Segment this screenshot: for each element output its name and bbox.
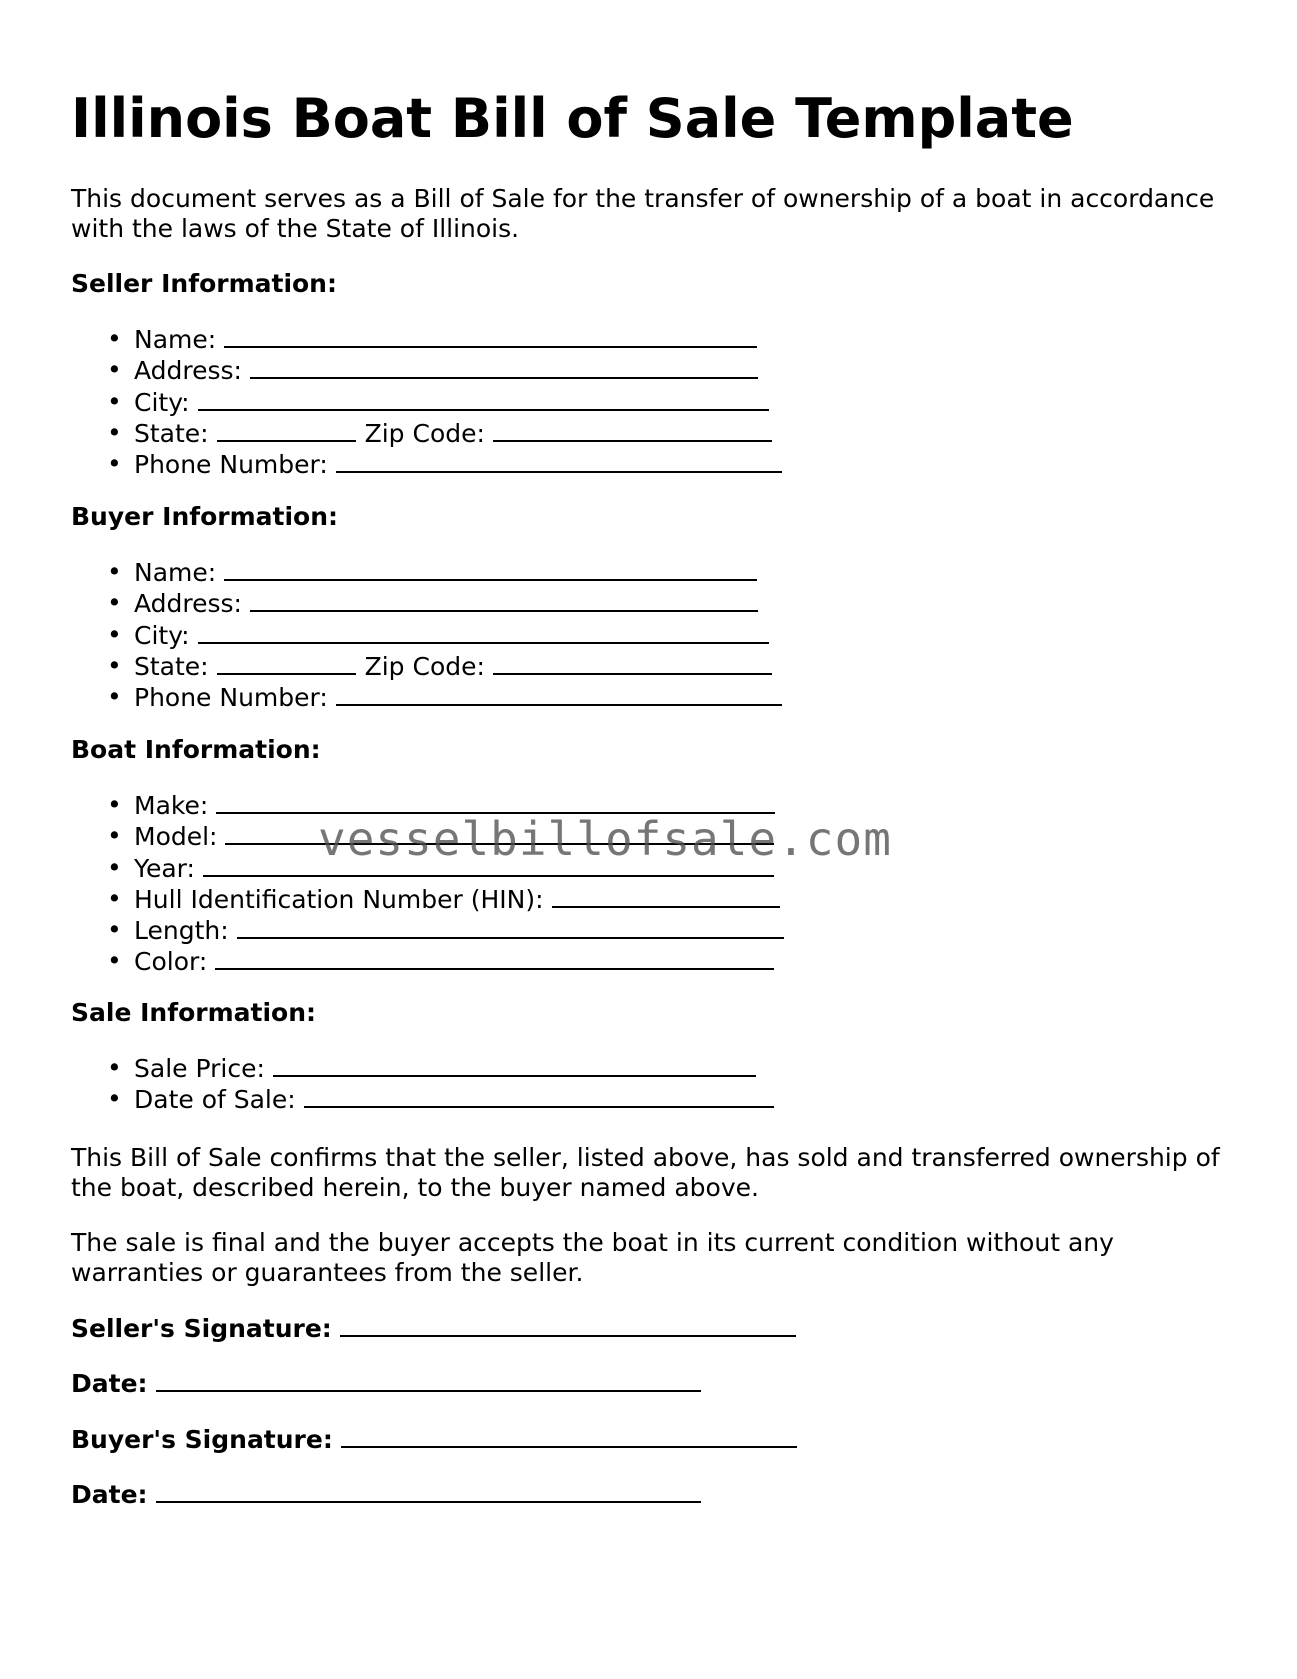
- blank-line[interactable]: [237, 915, 784, 939]
- blank-line[interactable]: [224, 557, 757, 581]
- blank-line[interactable]: [493, 418, 772, 442]
- seller-heading: Seller Information:: [71, 269, 337, 298]
- field-label: City:: [134, 620, 190, 650]
- buyer-fields: [71, 557, 782, 713]
- blank-line[interactable]: [156, 1368, 701, 1392]
- field-label: Buyer's Signature:: [71, 1425, 333, 1454]
- blank-line[interactable]: [156, 1479, 701, 1503]
- final-sale-paragraph: The sale is final and the buyer accepts the boat in its current condition without any warranties or guarantees from the seller.: [71, 1228, 1114, 1287]
- sale-date-field[interactable]: [71, 1084, 774, 1115]
- seller-state-zip-field[interactable]: [71, 418, 782, 449]
- field-label: Hull Identification Number (HIN):: [134, 884, 544, 914]
- blank-line[interactable]: [224, 324, 757, 348]
- seller-date-line[interactable]: [71, 1368, 701, 1399]
- buyer-date-line[interactable]: [71, 1479, 701, 1510]
- seller-name-field[interactable]: [71, 324, 782, 355]
- blank-line[interactable]: [250, 588, 758, 612]
- field-label: Name:: [134, 558, 217, 587]
- buyer-address-field[interactable]: [71, 588, 782, 619]
- sale-fields: [71, 1053, 774, 1116]
- seller-address-field[interactable]: [71, 355, 782, 386]
- boat-color-field[interactable]: [71, 946, 784, 977]
- buyer-phone-field[interactable]: [71, 682, 782, 713]
- blank-line[interactable]: [217, 418, 356, 442]
- blank-line[interactable]: [198, 387, 769, 411]
- blank-line[interactable]: [217, 651, 356, 675]
- blank-line[interactable]: [340, 1313, 796, 1337]
- field-label: Zip Code:: [364, 418, 485, 448]
- field-label: Sale Price:: [134, 1054, 265, 1083]
- buyer-name-field[interactable]: [71, 557, 782, 588]
- watermark-text: vesselbillofsale.com: [318, 812, 892, 866]
- blank-line[interactable]: [198, 620, 769, 644]
- field-label: Zip Code:: [364, 651, 485, 681]
- confirmation-paragraph: This Bill of Sale confirms that the seller, listed above, has sold and transferred ownership of the boat, described herein, to the buyer named above.: [71, 1143, 1220, 1202]
- field-label: Make:: [134, 791, 209, 820]
- field-label: State:: [134, 418, 209, 448]
- blank-line[interactable]: [493, 651, 772, 675]
- sale-price-field[interactable]: [71, 1053, 774, 1084]
- buyer-city-field[interactable]: [71, 620, 782, 651]
- blank-line[interactable]: [304, 1084, 774, 1108]
- document-title: Illinois Boat Bill of Sale Template: [71, 87, 1074, 150]
- seller-fields: [71, 324, 782, 480]
- field-label: Name:: [134, 325, 217, 354]
- buyer-signature-line[interactable]: [71, 1424, 797, 1455]
- seller-city-field[interactable]: [71, 387, 782, 418]
- field-label: Seller's Signature:: [71, 1314, 332, 1343]
- field-label: Date:: [71, 1369, 148, 1398]
- boat-heading: Boat Information:: [71, 735, 321, 764]
- buyer-state-zip-field[interactable]: [71, 651, 782, 682]
- seller-phone-field[interactable]: [71, 449, 782, 480]
- blank-line[interactable]: [552, 884, 780, 908]
- buyer-heading: Buyer Information:: [71, 502, 339, 531]
- boat-length-field[interactable]: [71, 915, 784, 946]
- field-label: Phone Number:: [134, 450, 328, 480]
- field-label: State:: [134, 651, 209, 681]
- field-label: Color:: [134, 947, 208, 977]
- blank-line[interactable]: [215, 946, 774, 970]
- blank-line[interactable]: [341, 1424, 797, 1448]
- blank-line[interactable]: [336, 449, 782, 473]
- field-label: Date:: [71, 1480, 148, 1509]
- field-label: Model:: [134, 822, 218, 852]
- blank-line[interactable]: [216, 790, 775, 814]
- intro-paragraph: This document serves as a Bill of Sale for the transfer of ownership of a boat in accordance with the laws of the State of Illinois.: [71, 184, 1215, 243]
- field-label: Phone Number:: [134, 683, 328, 713]
- field-label: City:: [134, 387, 190, 417]
- blank-line[interactable]: [250, 355, 758, 379]
- sale-heading: Sale Information:: [71, 998, 316, 1027]
- field-label: Length:: [134, 916, 229, 946]
- field-label: Address:: [134, 589, 242, 619]
- field-label: Date of Sale:: [134, 1085, 296, 1115]
- boat-hin-field[interactable]: [71, 884, 784, 915]
- seller-signature-line[interactable]: [71, 1313, 796, 1344]
- field-label: Year:: [134, 853, 195, 883]
- blank-line[interactable]: [336, 682, 782, 706]
- blank-line[interactable]: [273, 1053, 756, 1077]
- field-label: Address:: [134, 356, 242, 386]
